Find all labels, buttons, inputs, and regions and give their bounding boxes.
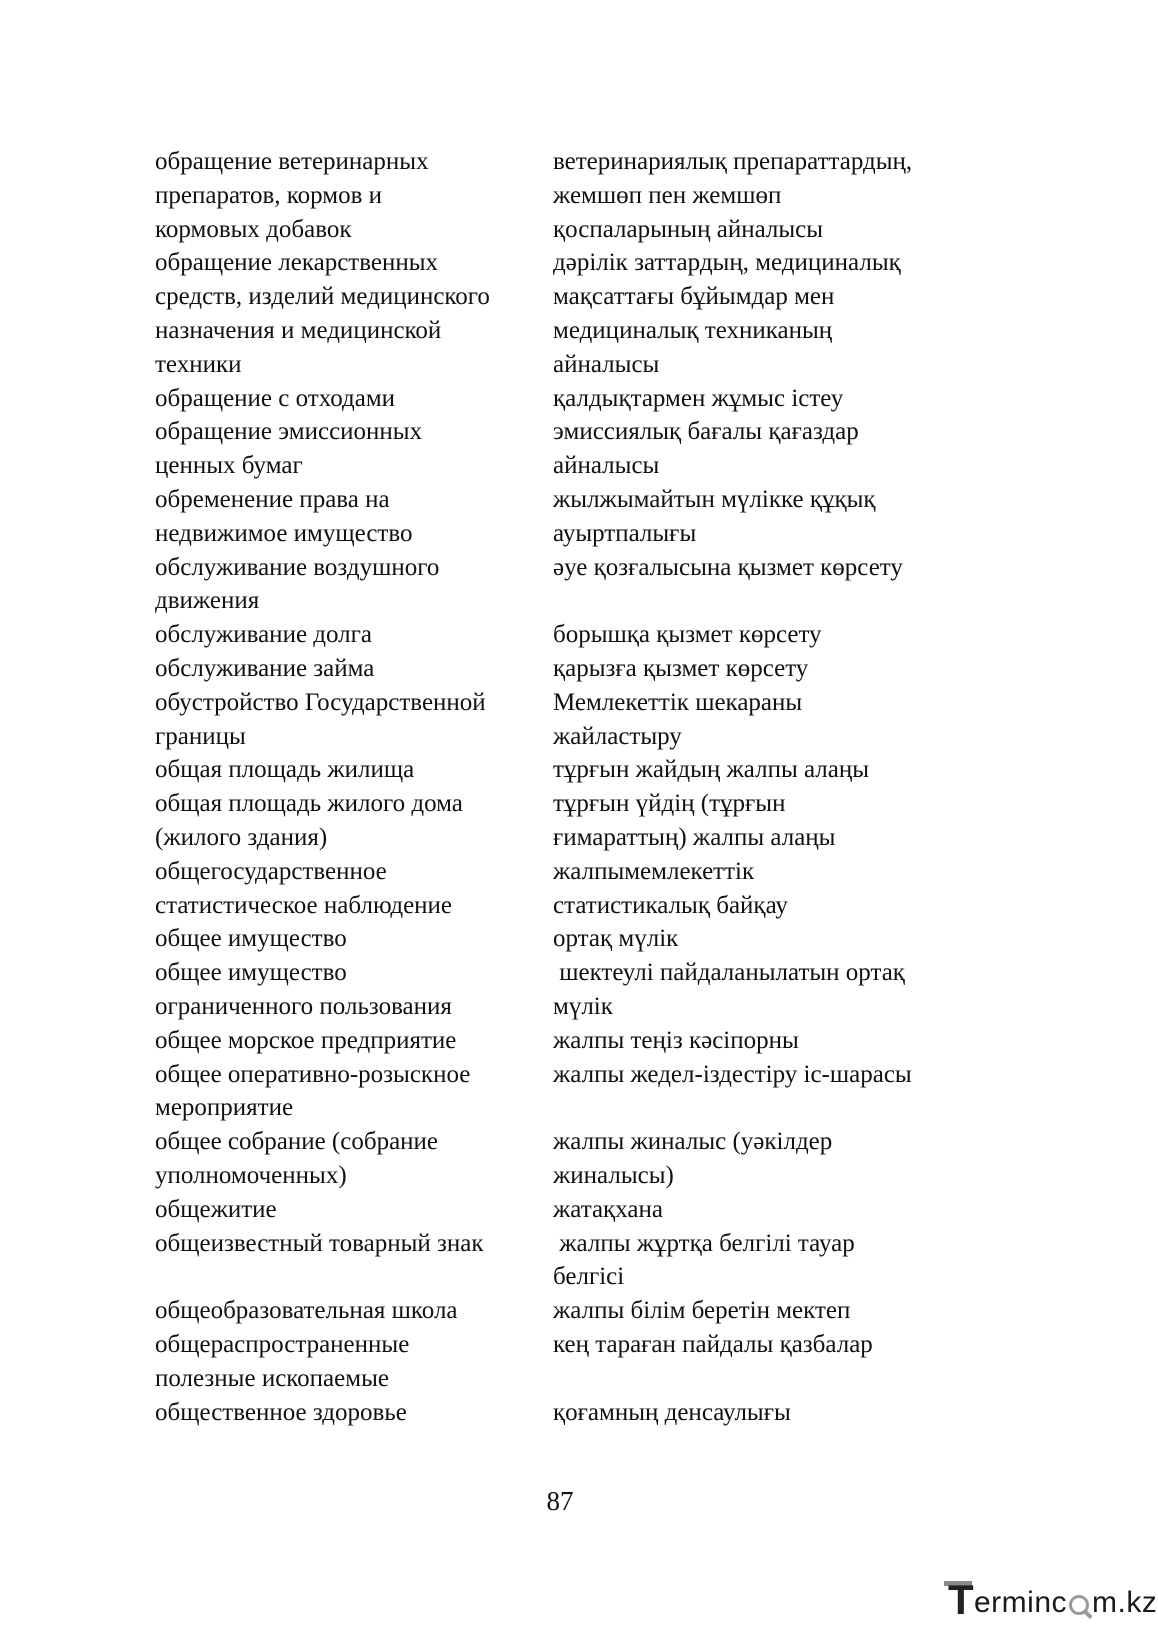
entry-row	[0, 348, 1158, 382]
logo-text-mid: erminc	[974, 1586, 1068, 1619]
kazakh-term: ветеринариялық препараттардың,	[553, 148, 913, 175]
entry-row	[0, 1227, 1158, 1261]
kazakh-term: тұрғын үйдің (тұрғын	[553, 790, 786, 818]
entry-row	[0, 280, 1158, 314]
entry-row	[0, 652, 1158, 686]
russian-term: недвижимое имущество	[155, 519, 413, 547]
kazakh-term: тұрғын жайдың жалпы алаңы	[553, 756, 870, 784]
russian-term: общее собрание (собрание	[155, 1128, 439, 1156]
kazakh-term: ғимараттың) жалпы алаңы	[553, 824, 836, 851]
kazakh-term: айналысы	[553, 452, 660, 480]
entry-row	[0, 753, 1158, 787]
entry-row	[0, 246, 1158, 280]
russian-term: назначения и медицинской	[155, 317, 442, 344]
page-number: 87	[546, 1486, 574, 1516]
russian-term: общее имущество	[155, 925, 347, 953]
magnifier-icon	[1069, 1595, 1089, 1615]
russian-term: (жилого здания)	[155, 824, 328, 851]
kazakh-term: медициналық техниканың	[553, 317, 833, 344]
kazakh-term: жайластыру	[553, 722, 682, 750]
russian-term: ценных бумаг	[155, 452, 303, 480]
russian-term: обращение лекарственных	[155, 249, 439, 277]
kazakh-term: Мемлекеттік шекараны	[553, 688, 803, 716]
entry-row	[0, 1328, 1158, 1362]
kazakh-term: мақсаттағы бұйымдар мен	[553, 283, 835, 311]
kazakh-term: шектеулі пайдаланылатын ортақ	[553, 959, 905, 987]
entry-row	[0, 922, 1158, 956]
kazakh-term: жалпы жедел-іздестіру іс-шарасы	[553, 1060, 912, 1088]
kazakh-term: ортақ мүлік	[553, 925, 679, 953]
kazakh-term: жылжымайтын мүлікке құқық	[553, 486, 876, 513]
kazakh-term: ауыртпалығы	[553, 519, 697, 547]
entry-row	[0, 1193, 1158, 1227]
kazakh-term: жалпы жұртқа белгілі тауар	[553, 1229, 855, 1257]
kazakh-term: жалпы білім беретін мектеп	[553, 1297, 851, 1325]
russian-term: границы	[155, 722, 246, 750]
entry-row	[0, 179, 1158, 213]
kazakh-term: жемшөп пен жемшөп	[553, 181, 782, 209]
entry-row	[0, 449, 1158, 483]
entry-row	[0, 584, 1158, 618]
entry-row	[0, 821, 1158, 855]
russian-term: обременение права на	[155, 486, 390, 513]
entry-row	[0, 1058, 1158, 1092]
russian-term: общераспространенные	[155, 1331, 410, 1358]
russian-term: статистическое наблюдение	[155, 891, 453, 919]
russian-term: общежитие	[155, 1195, 277, 1223]
kazakh-term: жатақхана	[553, 1195, 663, 1223]
entry-row	[0, 720, 1158, 754]
kazakh-term: жалпы жиналыс (уәкілдер	[553, 1128, 833, 1156]
entry-row	[0, 1159, 1158, 1193]
entry-row	[0, 956, 1158, 990]
russian-term: препаратов, кормов и	[155, 181, 383, 209]
russian-term: общеизвестный товарный знак	[155, 1229, 484, 1257]
russian-term: обращение ветеринарных	[155, 148, 429, 175]
russian-term: обращение эмиссионных	[155, 418, 423, 446]
entry-row	[0, 551, 1158, 585]
russian-term: уполномоченных)	[155, 1162, 347, 1189]
russian-term: общая площадь жилого дома	[155, 790, 463, 818]
kazakh-term: жиналысы)	[553, 1162, 674, 1189]
entry-row	[0, 145, 1158, 179]
russian-term: полезные ископаемые	[155, 1364, 389, 1392]
entry-row	[0, 415, 1158, 449]
entry-row	[0, 686, 1158, 720]
kazakh-term: қоспаларының айналысы	[553, 215, 824, 243]
entry-row	[0, 889, 1158, 923]
entry-row	[0, 1396, 1158, 1430]
russian-term: общее морское предприятие	[155, 1026, 457, 1054]
logo-letter-t: T	[948, 1576, 974, 1623]
russian-term: техники	[155, 350, 242, 378]
kazakh-term: борышқа қызмет көрсету	[553, 621, 822, 649]
kazakh-term: қарызға қызмет көрсету	[553, 655, 809, 682]
russian-term: мероприятие	[155, 1094, 294, 1122]
russian-term: общее оперативно-розыскное	[155, 1060, 471, 1088]
entry-row	[0, 990, 1158, 1024]
entry-row	[0, 314, 1158, 348]
russian-term: средств, изделий медицинского	[155, 283, 490, 311]
kazakh-term: қоғамның денсаулығы	[553, 1398, 791, 1426]
kazakh-term: эмиссиялық бағалы қағаздар	[553, 418, 859, 446]
logo-text-end: m.kz	[1092, 1586, 1158, 1619]
kazakh-term: кең тараған пайдалы қазбалар	[553, 1331, 873, 1358]
entry-row	[0, 483, 1158, 517]
kazakh-term: айналысы	[553, 350, 660, 378]
entry-row	[0, 213, 1158, 247]
russian-term: обслуживание долга	[155, 621, 373, 649]
entry-row	[0, 1362, 1158, 1396]
russian-term: общее имущество	[155, 959, 347, 987]
kazakh-term: қалдықтармен жұмыс істеу	[553, 384, 844, 412]
russian-term: общегосударственное	[155, 857, 387, 885]
kazakh-term: мүлік	[553, 993, 613, 1020]
russian-term: движения	[155, 587, 260, 615]
kazakh-term: жалпы теңіз кәсіпорны	[553, 1026, 799, 1054]
termincom-logo	[944, 1576, 1158, 1623]
kazakh-term: жалпымемлекеттік	[553, 857, 755, 885]
entry-row	[0, 1260, 1158, 1294]
russian-term: общественное здоровье	[155, 1398, 407, 1426]
kazakh-term: белгісі	[553, 1263, 625, 1291]
entry-row	[0, 855, 1158, 889]
logo-text	[974, 1583, 1157, 1623]
entry-row	[0, 1125, 1158, 1159]
kazakh-term: дәрілік заттардың, медициналық	[553, 249, 901, 277]
russian-term: обращение с отходами	[155, 384, 396, 412]
russian-term: обслуживание займа	[155, 655, 375, 682]
russian-term: ограниченного пользования	[155, 993, 452, 1020]
russian-term: обустройство Государственной	[155, 688, 486, 716]
russian-term: кормовых добавок	[155, 215, 352, 243]
russian-term: обслуживание воздушного	[155, 553, 440, 581]
entry-row	[0, 517, 1158, 551]
kazakh-term: әуе қозғалысына қызмет көрсету	[553, 553, 903, 581]
entry-row	[0, 1294, 1158, 1328]
entry-row	[0, 618, 1158, 652]
entry-row	[0, 1024, 1158, 1058]
entry-row	[0, 382, 1158, 416]
kazakh-term: статистикалық байқау	[553, 891, 788, 919]
russian-term: общая площадь жилища	[155, 756, 415, 784]
entry-row	[0, 787, 1158, 821]
entry-row	[0, 1091, 1158, 1125]
russian-term: общеобразовательная школа	[155, 1297, 458, 1325]
